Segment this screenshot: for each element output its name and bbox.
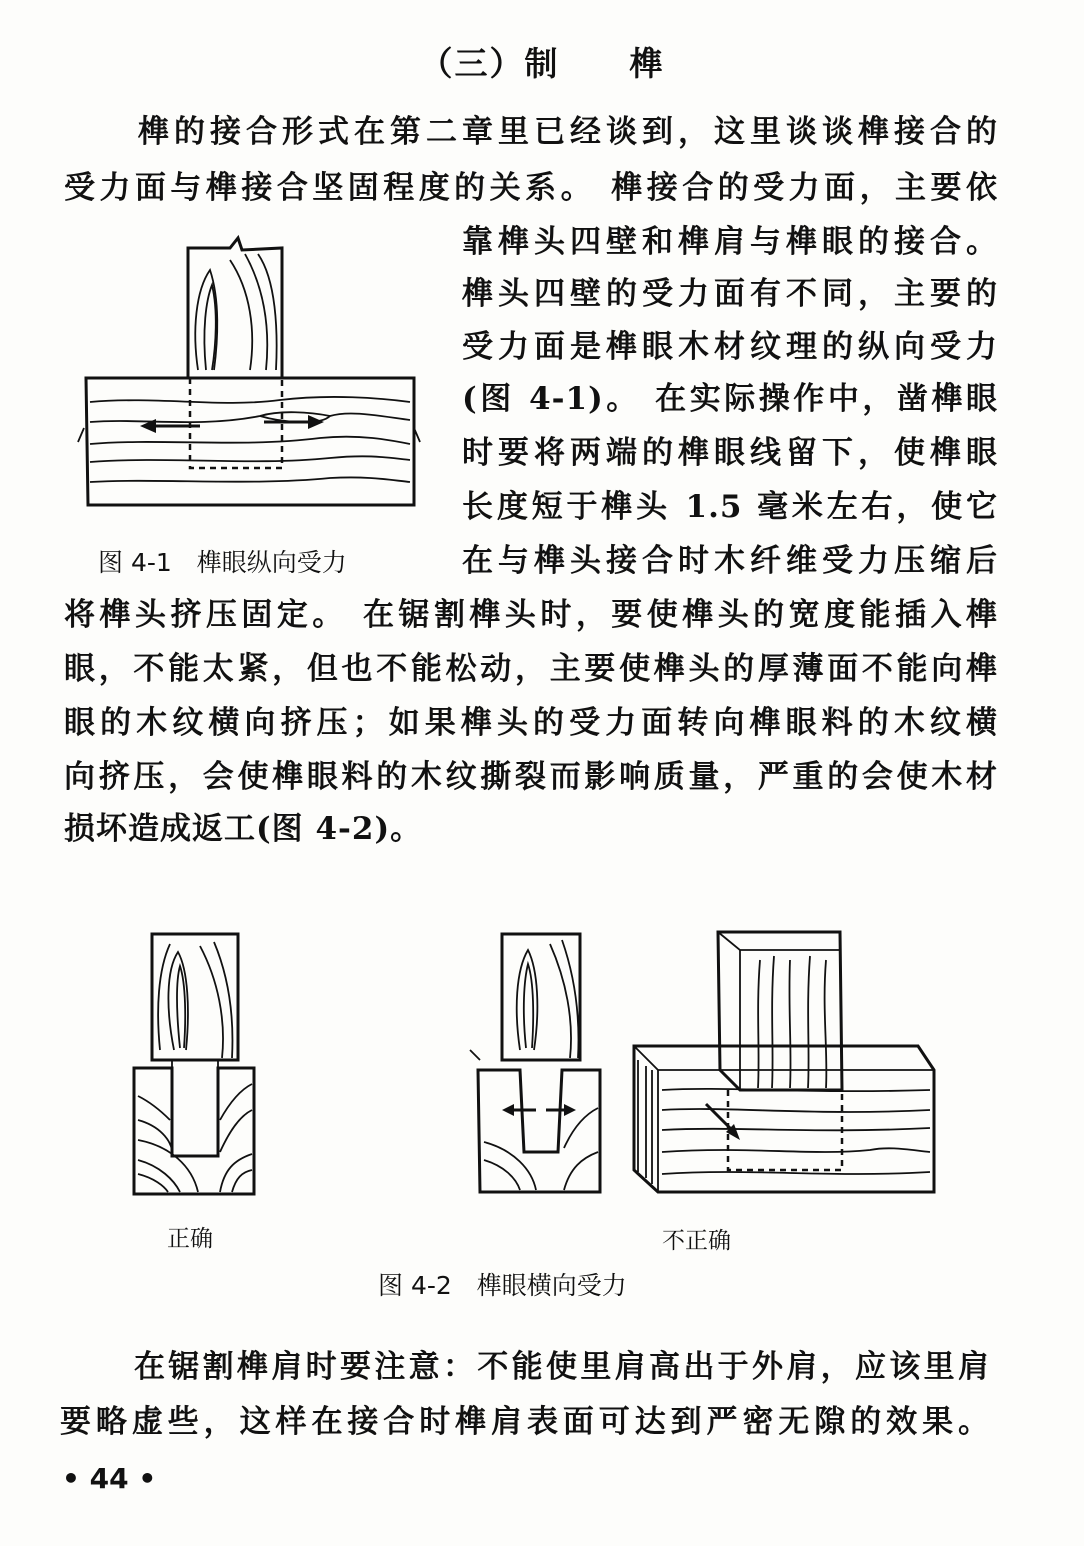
para1-line-9: 在与榫头接合时木纤维受力压缩后 — [462, 543, 998, 579]
para2-line-1: 在锯割榫肩时要注意：不能使里肩高出于外肩，应该里肩 — [134, 1349, 990, 1385]
para1-line-1: 榫的接合形式在第二章里已经谈到，这里谈谈榫接合的 — [138, 114, 998, 150]
figure-4-1-illustration — [80, 230, 425, 515]
para1-line-6: (图 4-1)。 在实际操作中，凿榫眼 — [462, 381, 998, 417]
para1-line-5: 受力面是榫眼木材纹理的纵向受力 — [462, 329, 998, 365]
para1-line-2: 受力面与榫接合坚固程度的关系。 榫接合的受力面，主要依 — [64, 170, 998, 206]
figure-4-2-label-incorrect: 不正确 — [662, 1228, 731, 1254]
para1-line-7: 时要将两端的榫眼线留下，使榫眼 — [462, 435, 998, 471]
para1-line-4: 榫头四壁的受力面有不同，主要的 — [462, 276, 998, 312]
figure-4-2-incorrect-illustration — [470, 920, 950, 1205]
page-number: • 44 • — [62, 1462, 157, 1495]
para1-line-10: 将榫头挤压固定。 在锯割榫头时，要使榫头的宽度能插入榫 — [64, 597, 998, 633]
para1-line-11: 眼，不能太紧，但也不能松动，主要使榫头的厚薄面不能向榫 — [64, 651, 998, 687]
para1-line-8: 长度短于榫头 1.5 毫米左右，使它 — [462, 489, 998, 525]
para1-line-12: 眼的木纹横向挤压；如果榫头的受力面转向榫眼料的木纹横 — [64, 705, 998, 741]
para1-line-3: 靠榫头四壁和榫肩与榫眼的接合。 — [462, 224, 998, 260]
figure-4-2-correct-illustration — [130, 930, 265, 1200]
figure-4-2-label-correct: 正确 — [167, 1226, 213, 1252]
para1-line-14: 损坏造成返工(图 4-2)。 — [64, 811, 423, 847]
figure-4-1-caption: 图 4-1 榫眼纵向受力 — [98, 548, 347, 577]
figure-4-2-caption: 图 4-2 榫眼横向受力 — [378, 1271, 627, 1300]
para2-line-2: 要略虚些，这样在接合时榫肩表面可达到严密无隙的效果。 — [60, 1404, 990, 1440]
para1-line-13: 向挤压，会使榫眼料的木纹撕裂而影响质量，严重的会使木材 — [64, 759, 998, 795]
section-title: （三）制 榫 — [419, 44, 665, 83]
